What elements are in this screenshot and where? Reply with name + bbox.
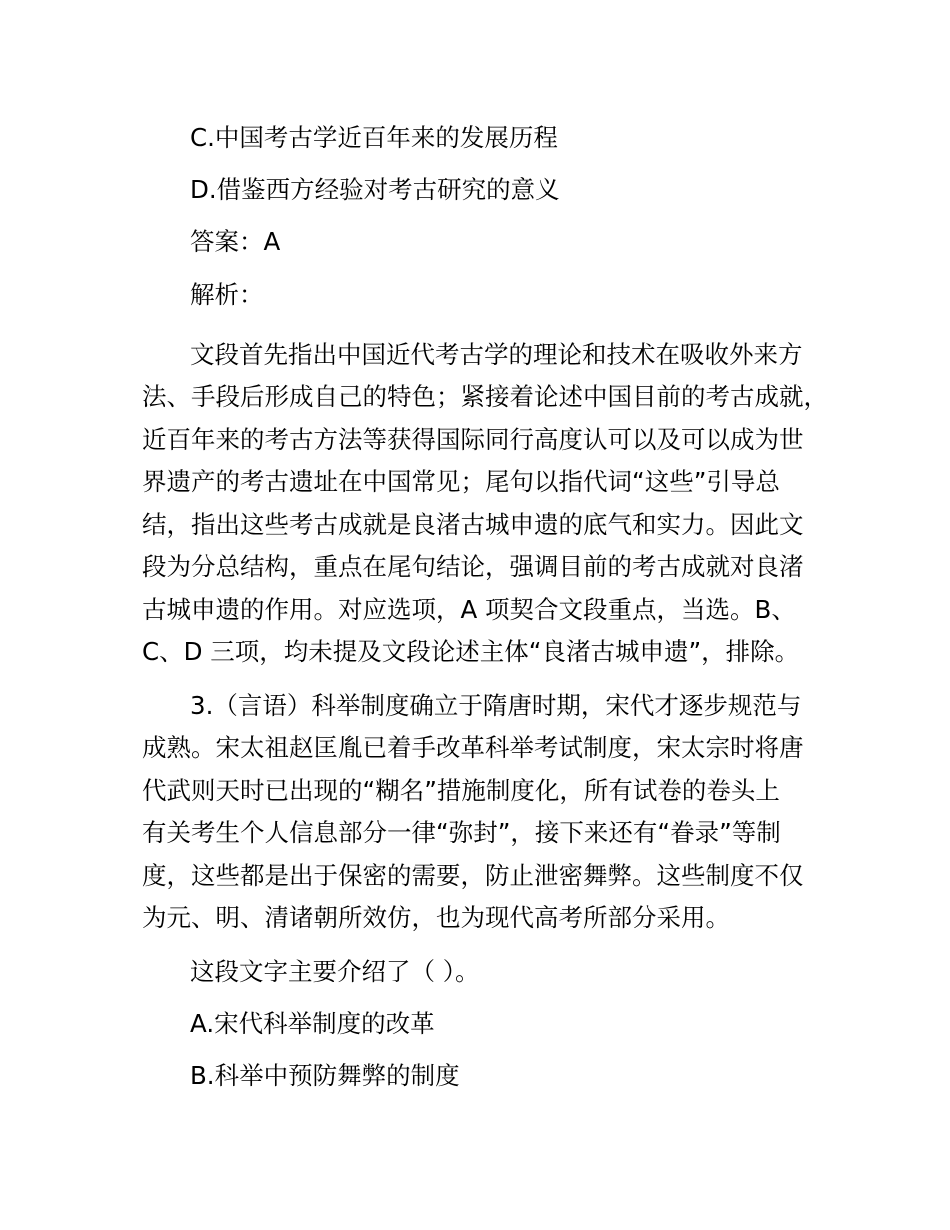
option-c: C.中国考古学近百年来的发展历程 <box>190 123 558 152</box>
question-prompt: 这段文字主要介绍了（ ）。 <box>190 957 480 986</box>
analysis-line: 文段首先指出中国近代考古学的理论和技术在吸收外来方 <box>190 340 803 369</box>
analysis-line: 界遗产的考古遗址在中国常见；尾句以指代词“这些”引导总 <box>142 467 780 496</box>
analysis-label: 解析： <box>190 280 264 309</box>
option-a: A.宋代科举制度的改革 <box>190 1009 435 1038</box>
analysis-line: 近百年来的考古方法等获得国际同行高度认可以及可以成为世 <box>142 425 804 454</box>
analysis-line: 法、手段后形成自己的特色；紧接着论述中国目前的考古成就， <box>142 382 828 411</box>
analysis-line: C、D 三项，均未提及文段论述主体“良渚古城申遗”，排除。 <box>142 637 800 666</box>
analysis-line: 段为分总结构，重点在尾句结论，强调目前的考古成就对良渚 <box>142 552 804 581</box>
passage-line: 度，这些都是出于保密的需要，防止泄密舞弊。这些制度不仅 <box>142 861 804 890</box>
analysis-line: 古城申遗的作用。对应选项，A 项契合文段重点，当选。B、 <box>142 595 796 624</box>
passage-line: 代武则天时已出现的“糊名”措施制度化，所有试卷的卷头上 <box>142 776 780 805</box>
passage-line: 为元、明、清诸朝所效仿，也为现代高考所部分采用。 <box>142 903 730 932</box>
passage-line: 3.（言语）科举制度确立于隋唐时期，宋代才逐步规范与 <box>190 691 802 720</box>
passage-line: 有关考生个人信息部分一律“弥封”，接下来还有“眷录”等制 <box>142 818 781 847</box>
option-b: B.科举中预防舞弊的制度 <box>190 1061 460 1090</box>
passage-line: 成熟。宋太祖赵匡胤已着手改革科举考试制度，宋太宗时将唐 <box>142 733 804 762</box>
answer: 答案：A <box>190 227 281 256</box>
analysis-line: 结，指出这些考古成就是良渚古城申遗的底气和实力。因此文 <box>142 510 804 539</box>
option-d: D.借鉴西方经验对考古研究的意义 <box>190 175 560 204</box>
